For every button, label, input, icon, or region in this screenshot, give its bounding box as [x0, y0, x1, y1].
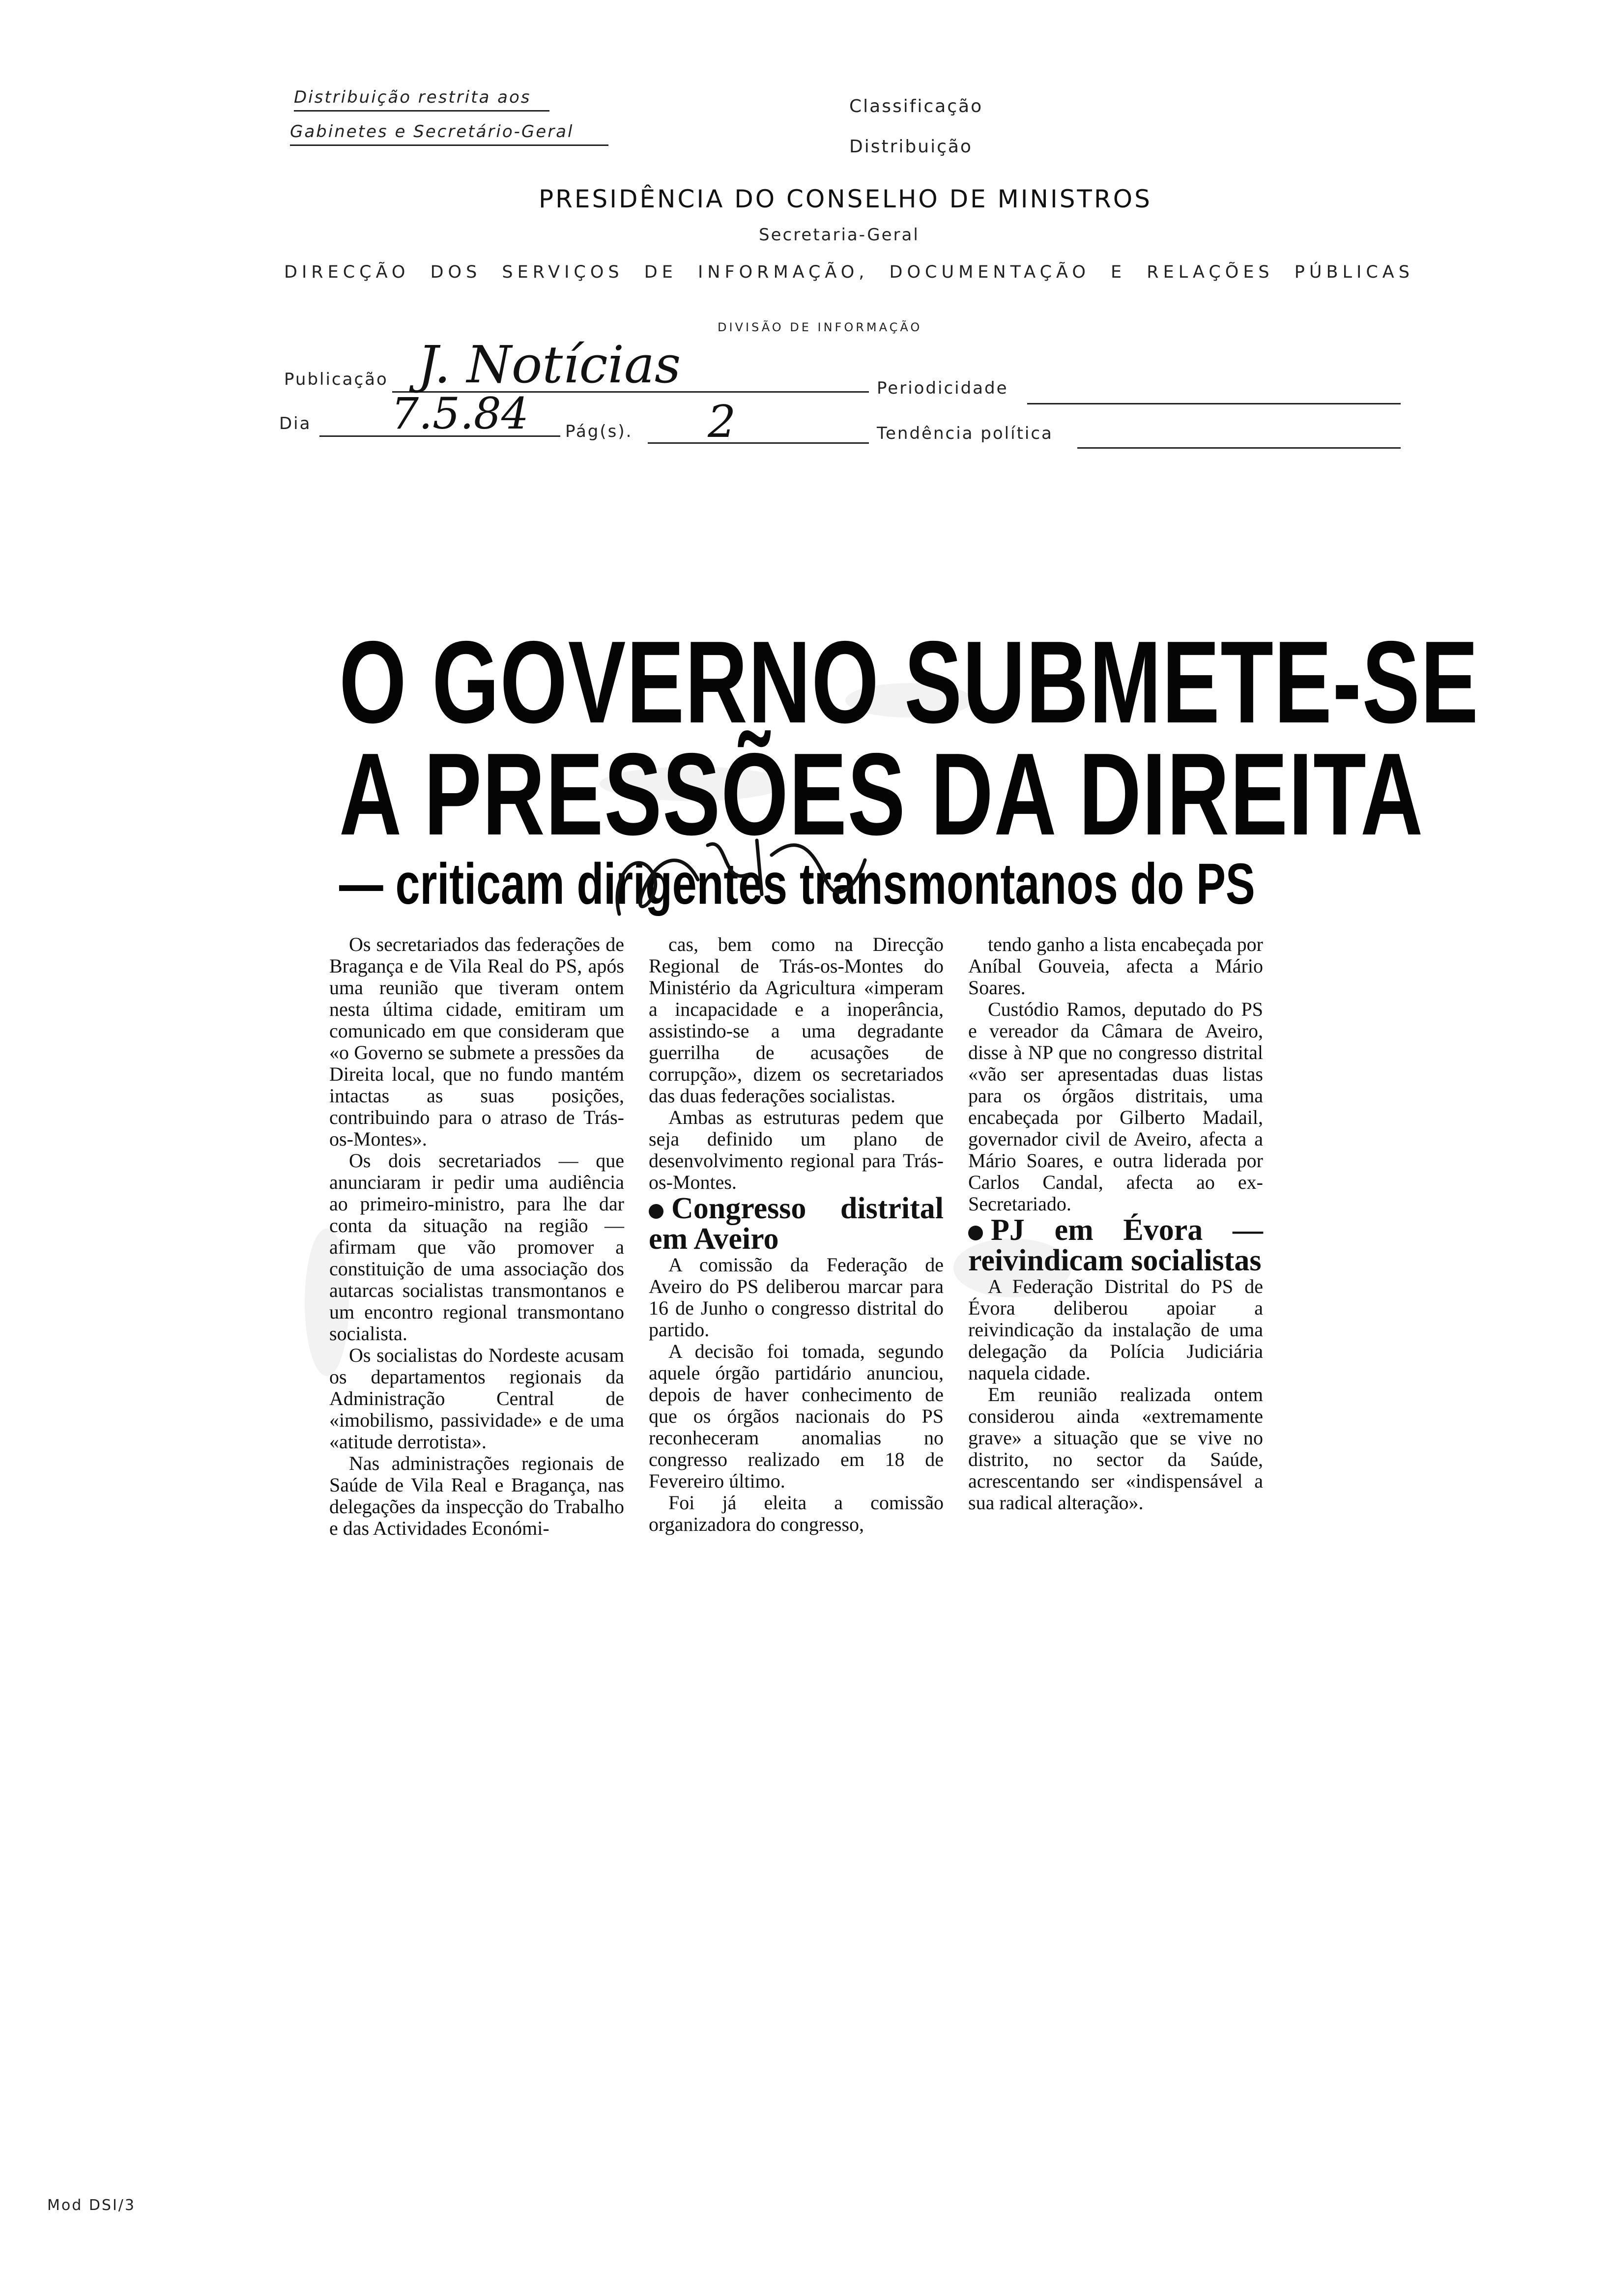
org-title: PRESIDÊNCIA DO CONSELHO DE MINISTROS — [539, 185, 1152, 213]
day-value: 7.5.84 — [391, 388, 529, 439]
publication-value: J. Notícias — [418, 335, 681, 395]
paragraph: Os socialistas do Nordeste acusam os departamentos regionais da Administração Central de «imobilismo, passividade» e de uma «atitude derrotista». — [329, 1344, 624, 1453]
periodicity-line — [1027, 403, 1401, 404]
section-heading-evora: PJ em Évora — reivindicam socialistas — [968, 1213, 1263, 1277]
handwritten-scribble — [600, 816, 875, 934]
form-code: Mod DSI/3 — [47, 2197, 136, 2214]
article-column-1 — [329, 934, 624, 1539]
directorate-line: DIRECÇÃO DOS SERVIÇOS DE INFORMAÇÃO, DOCUMENTAÇÃO E RELAÇÕES PÚBLICAS — [284, 262, 1414, 282]
paragraph: Nas administrações regionais de Saúde de Vila Real e Bragança, nas delegações da inspecção do Trabalho e das Actividades Económi- — [329, 1452, 624, 1539]
classification-label: Classificação — [849, 96, 983, 116]
political-label: Tendência política — [877, 424, 1053, 443]
bullet-icon — [968, 1226, 983, 1240]
paragraph: cas, bem como na Direcção Regional de Trás-os-Montes do Ministério da Agricultura «imperam a incapacidade e a inoperância, assistindo-se a uma degradante guerrilha de acusações de corrupção», dizem os secretariados das duas federações socialistas. — [649, 933, 944, 1107]
article-column-2 — [649, 934, 944, 1535]
pages-value: 2 — [708, 396, 736, 448]
restriction-line-2: Gabinetes e Secretário-Geral — [290, 122, 608, 146]
pages-label: Pág(s). — [565, 422, 633, 441]
pages-line — [648, 442, 869, 444]
paragraph: Custódio Ramos, deputado do PS e vereador da Câmara de Aveiro, disse à NP que no congresso distrital «vão ser apresentadas duas listas para os órgãos distritais, uma encabeçada por Gilberto Madail, governador civil de Aveiro, afecta a Mário Soares, e outra liderada por Carlos Candal, afecta ao ex-Secretariado. — [968, 998, 1263, 1215]
bullet-icon — [649, 1204, 663, 1219]
paragraph: A decisão foi tomada, segundo aquele órgão partidário anunciou, depois de haver conhecimento de que os órgãos nacionais do PS reconheceram anomalias no congresso realizado em 18 de Fevereiro último. — [649, 1340, 944, 1492]
article-column-3 — [968, 934, 1263, 1514]
newspaper-clipping — [324, 617, 1479, 1754]
publication-label: Publicação — [284, 370, 388, 389]
org-subtitle: Secretaria-Geral — [759, 225, 920, 245]
political-line — [1077, 447, 1401, 449]
headline-line-1: O GOVERNO SUBMETE-SE — [339, 617, 1479, 747]
day-label: Dia — [279, 414, 312, 433]
paragraph: Foi já eleita a comissão organizadora do congresso, — [649, 1492, 944, 1535]
paragraph: tendo ganho a lista encabeçada por Aníbal Gouveia, afecta a Mário Soares. — [968, 933, 1263, 999]
subheadline: — criticam dirigentes transmontanos do PS — [339, 852, 1255, 917]
section-heading-aveiro: Congresso distrital em Aveiro — [649, 1192, 944, 1256]
paragraph: A Federação Distrital do PS de Évora deliberou apoiar a reivindicação da instalação de uma delegação da Polícia Judiciária naquela cidade. — [968, 1275, 1263, 1384]
division-line: DIVISÃO DE INFORMAÇÃO — [718, 320, 922, 334]
restriction-line-1: Distribuição restrita aos — [294, 87, 549, 112]
headline-line-2: A PRESSÕES DA DIREITA — [339, 729, 1424, 860]
paragraph: Os secretariados das federações de Bragança e de Vila Real do PS, após uma reunião que tiveram ontem nesta última cidade, emitiram um comunicado em que consideram que «o Governo se submete a pressões da Direita local, que no fundo mantém intactas as suas posições, contribuindo para o atraso de Trás-os-Montes». — [329, 933, 624, 1150]
distribution-label: Distribuição — [849, 137, 973, 157]
paragraph: Em reunião realizada ontem considerou ainda «extremamente grave» a situação que se vive no distrito, no sector da Saúde, acrescentando ser «indispensável a sua radical alteração». — [968, 1383, 1263, 1514]
paragraph: A comissão da Federação de Aveiro do PS deliberou marcar para 16 de Junho o congresso distrital do partido. — [649, 1254, 944, 1341]
paragraph: Os dois secretariados — que anunciaram ir pedir uma audiência ao primeiro-ministro, para lhe dar conta da situação na região — afirmam que vão promover a constituição de uma associação dos autarcas socialistas transmontanos e um encontro regional transmontano socialista. — [329, 1149, 624, 1345]
paragraph: Ambas as estruturas pedem que seja definido um plano de desenvolvimento regional para Trás-os-Montes. — [649, 1106, 944, 1193]
periodicity-label: Periodicidade — [877, 378, 1008, 398]
